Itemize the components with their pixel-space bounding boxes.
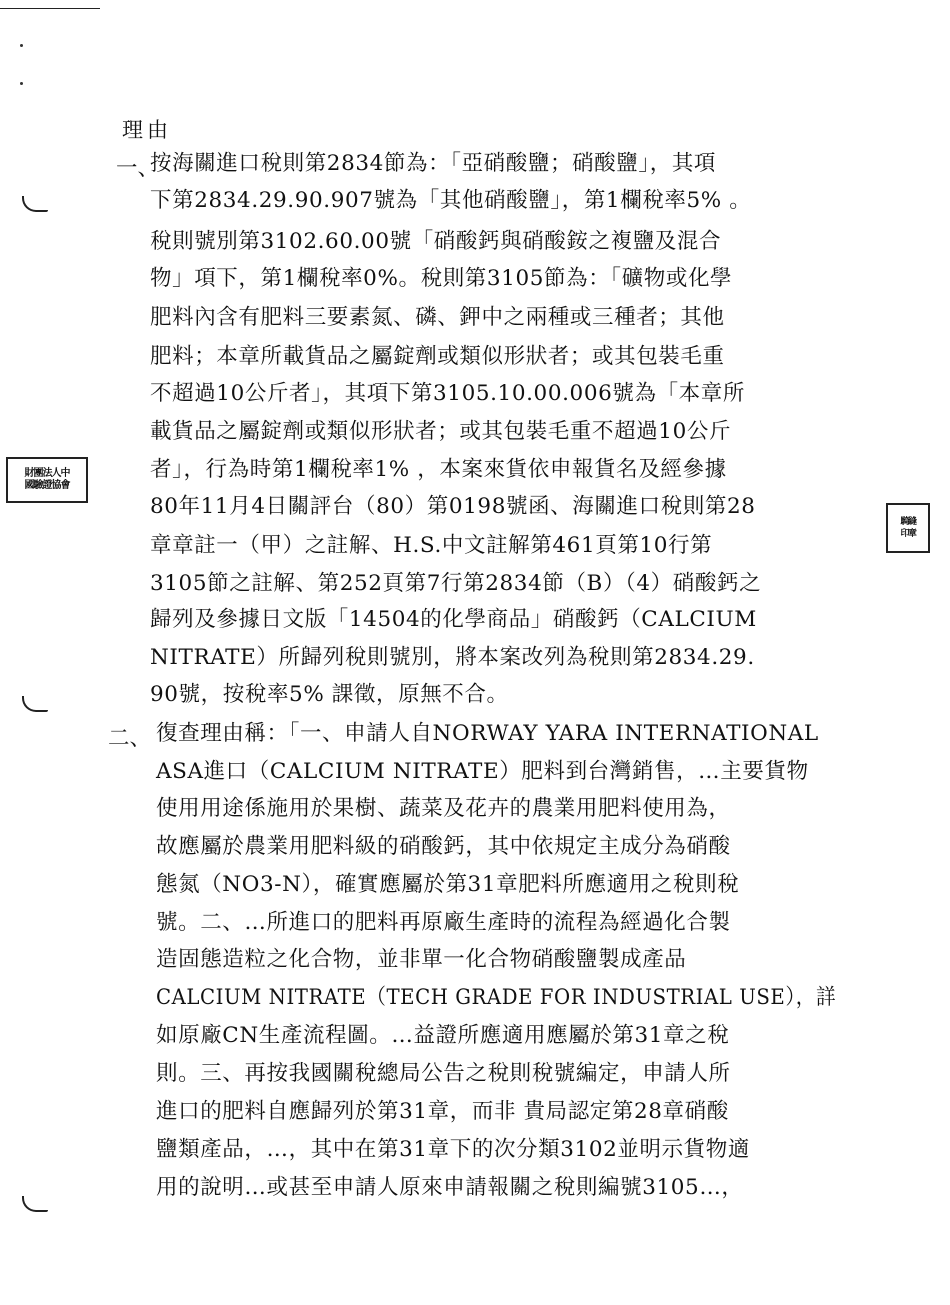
- text-line: 如原廠CN生產流程圖。…益證所應適用應屬於第31章之稅: [156, 1023, 730, 1048]
- text-line: 故應屬於農業用肥料級的硝酸鈣，其中依規定主成分為硝酸: [156, 834, 731, 859]
- text-line: 造固態造粒之化合物，並非單一化合物硝酸鹽製成產品: [156, 947, 687, 972]
- text-line: 肥料內含有肥料三要素氮、磷、鉀中之兩種或三種者；其他: [150, 305, 725, 330]
- text-line: 按海關進口稅則第2834節為：「亞硝酸鹽；硝酸鹽」，其項: [150, 151, 717, 176]
- text-line: 90號，按稅率5% 課徵，原無不合。: [150, 682, 509, 707]
- seal-stamp-left: 財團法人中 國驗證協會: [6, 457, 88, 503]
- text-line: 稅則號別第3102.60.00號「硝酸鈣與硝酸銨之複鹽及混合: [150, 229, 722, 254]
- binding-mark: [22, 696, 48, 712]
- text-line: 者」，行為時第1欄稅率1% ，本案來貨依申報貨名及經參據: [150, 457, 727, 482]
- text-line: 物」項下，第1欄稅率0%。稅則第3105節為：「礦物或化學: [150, 266, 733, 291]
- text-line: 80年11月4日關評台（80）第0198號函、海關進口稅則第28: [150, 494, 756, 519]
- text-line: 不超過10公斤者」，其項下第3105.10.00.006號為「本章所: [150, 381, 745, 406]
- text-line: 鹽類產品，…，其中在第31章下的次分類3102並明示貨物適: [156, 1137, 750, 1162]
- text-line: CALCIUM NITRATE（TECH GRADE FOR INDUSTRIAL USE），詳: [156, 985, 837, 1010]
- text-line: 則。三、再按我國關稅總局公告之稅則稅號編定，申請人所: [156, 1061, 731, 1086]
- text-line: ASA進口（CALCIUM NITRATE）肥料到台灣銷售，…主要貨物: [156, 759, 809, 784]
- scan-mark: [20, 44, 23, 47]
- text-line: 使用用途係施用於果樹、蔬菜及花卉的農業用肥料使用為，: [156, 796, 731, 821]
- scan-mark: [20, 82, 23, 85]
- text-line: 肥料；本章所載貨品之屬錠劑或類似形狀者；或其包裝毛重: [150, 344, 725, 369]
- text-line: 用的說明…或甚至申請人原來申請報關之稅則編號3105…，: [156, 1175, 744, 1200]
- binding-mark: [22, 196, 48, 212]
- text-line: 態氮（NO3-N），確實應屬於第31章肥料所應適用之稅則稅: [156, 872, 740, 897]
- text-line: 進口的肥料自應歸列於第31章，而非 貴局認定第28章硝酸: [156, 1099, 729, 1124]
- text-line: 歸列及參據日文版「14504的化學商品」硝酸鈣（CALCIUM: [150, 607, 757, 632]
- binding-mark: [22, 1196, 48, 1212]
- top-rule: [0, 8, 100, 9]
- text-line: 號。二、…所進口的肥料再原廠生產時的流程為經過化合製: [156, 910, 731, 935]
- text-line: 3105節之註解、第252頁第7行第2834節（B）（4）硝酸鈣之: [150, 571, 762, 596]
- section-heading: 理由: [122, 118, 172, 142]
- section-marker: 二、: [108, 726, 152, 751]
- text-line: 章章註一（甲）之註解、H.S.中文註解第461頁第10行第: [150, 533, 713, 558]
- section-marker: 一、: [116, 156, 160, 181]
- seal-stamp-right: 騎縫 印章: [886, 503, 930, 553]
- text-line: 下第2834.29.90.907號為「其他硝酸鹽」，第1欄稅率5% 。: [150, 188, 752, 213]
- text-line: 復查理由稱：「一、申請人自NORWAY YARA INTERNATIONAL: [156, 721, 819, 746]
- text-line: NITRATE）所歸列稅則號別，將本案改列為稅則第2834.29.: [150, 645, 755, 670]
- text-line: 載貨品之屬錠劑或類似形狀者；或其包裝毛重不超過10公斤: [150, 419, 732, 444]
